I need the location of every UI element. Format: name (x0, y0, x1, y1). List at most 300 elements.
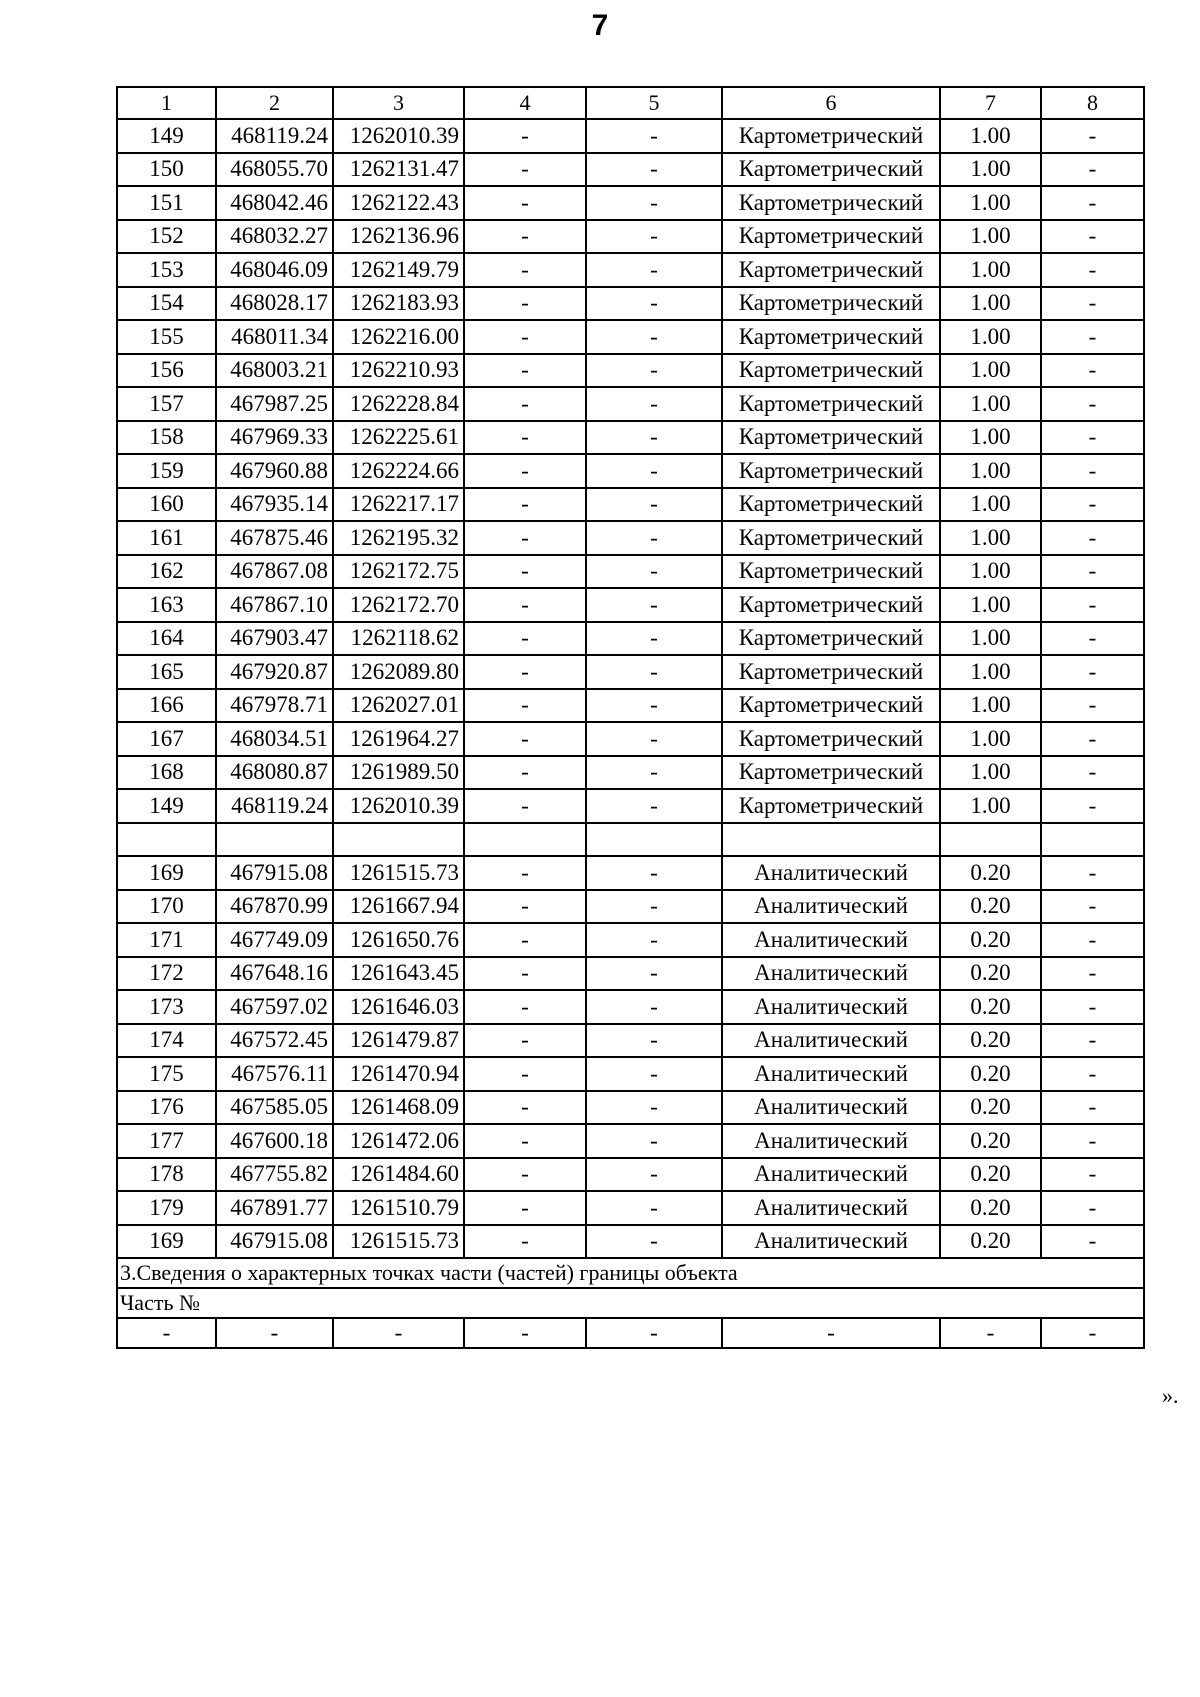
separator-row (117, 823, 1144, 857)
table-cell: 0.20 (940, 1091, 1041, 1125)
part-label: Часть № (117, 1288, 1144, 1318)
table-cell: Картометрический (722, 454, 940, 488)
table-cell: 179 (117, 1191, 216, 1225)
table-cell: 468119.24 (216, 789, 333, 823)
table-cell: - (1041, 655, 1144, 689)
table-cell: - (1041, 756, 1144, 790)
table-cell: Картометрический (722, 320, 940, 354)
table-cell: - (586, 119, 722, 153)
table-cell: - (1041, 957, 1144, 991)
table-row (117, 990, 1144, 1024)
table-cell: - (1041, 186, 1144, 220)
table-cell: - (586, 1191, 722, 1225)
table-cell: 0.20 (940, 1124, 1041, 1158)
table-cell: - (1041, 789, 1144, 823)
table-row (117, 521, 1144, 555)
table-cell: 1.00 (940, 220, 1041, 254)
table-cell: 1.00 (940, 789, 1041, 823)
table-cell: 1262195.32 (333, 521, 464, 555)
table-cell: 0.20 (940, 1158, 1041, 1192)
table-cell: - (586, 1225, 722, 1259)
table-cell: 467600.18 (216, 1124, 333, 1158)
table-cell: 157 (117, 387, 216, 421)
table-cell: - (586, 1158, 722, 1192)
table-cell: - (464, 1158, 586, 1192)
table-cell: 1261646.03 (333, 990, 464, 1024)
table-cell: - (464, 1191, 586, 1225)
table-cell: - (1041, 153, 1144, 187)
table-cell: 1262118.62 (333, 622, 464, 656)
table-cell: - (586, 253, 722, 287)
table-cell: - (586, 756, 722, 790)
table-cell: 467969.33 (216, 421, 333, 455)
table-cell: - (464, 555, 586, 589)
table-cell: - (1041, 421, 1144, 455)
table-cell: - (1041, 354, 1144, 388)
table-cell: Картометрический (722, 421, 940, 455)
table-cell: - (1041, 1318, 1144, 1348)
table-cell: 173 (117, 990, 216, 1024)
table-cell: - (464, 789, 586, 823)
table-cell: 468046.09 (216, 253, 333, 287)
table-cell: Аналитический (722, 856, 940, 890)
table-cell: 467749.09 (216, 923, 333, 957)
table-cell: - (464, 655, 586, 689)
table-row (117, 119, 1144, 153)
table-cell: 467597.02 (216, 990, 333, 1024)
table-cell: 155 (117, 320, 216, 354)
table-row (117, 689, 1144, 723)
table-cell: 0.20 (940, 1024, 1041, 1058)
table-cell: - (464, 186, 586, 220)
table-cell: 1.00 (940, 153, 1041, 187)
table-cell: Аналитический (722, 1124, 940, 1158)
table-cell: 1261643.45 (333, 957, 464, 991)
table-cell: - (586, 1091, 722, 1125)
table-row (117, 923, 1144, 957)
table-cell: - (333, 1318, 464, 1348)
table-cell: - (464, 1057, 586, 1091)
table-row (117, 622, 1144, 656)
table-cell: - (464, 220, 586, 254)
table-cell: - (464, 320, 586, 354)
table-cell: Картометрический (722, 253, 940, 287)
table-cell: - (464, 488, 586, 522)
header-cell: 5 (586, 87, 722, 119)
table-cell: Картометрический (722, 622, 940, 656)
table-cell: - (586, 990, 722, 1024)
table-cell: Аналитический (722, 1158, 940, 1192)
table-row (117, 153, 1144, 187)
table-cell: - (1041, 689, 1144, 723)
table-cell: - (464, 923, 586, 957)
table-cell: 1.00 (940, 454, 1041, 488)
table-cell: - (464, 153, 586, 187)
table-cell: 1262122.43 (333, 186, 464, 220)
table-cell: 1.00 (940, 521, 1041, 555)
table-cell: - (464, 622, 586, 656)
table-cell: 1261468.09 (333, 1091, 464, 1125)
table-cell: 169 (117, 856, 216, 890)
table-cell: 161 (117, 521, 216, 555)
table-cell: 1261510.79 (333, 1191, 464, 1225)
header-cell: 6 (722, 87, 940, 119)
table-cell: 1261650.76 (333, 923, 464, 957)
table-cell: 1262172.75 (333, 555, 464, 589)
table-cell: 156 (117, 354, 216, 388)
table-cell: 1.00 (940, 186, 1041, 220)
table-row (117, 387, 1144, 421)
table-cell: Картометрический (722, 119, 940, 153)
table-cell: 467867.10 (216, 588, 333, 622)
table-cell: - (216, 1318, 333, 1348)
empty-cell (586, 823, 722, 857)
table-cell: Аналитический (722, 1024, 940, 1058)
table-cell: 1.00 (940, 354, 1041, 388)
table-cell: - (586, 153, 722, 187)
table-cell: - (1041, 722, 1144, 756)
table-cell: 0.20 (940, 990, 1041, 1024)
table-cell: 1262224.66 (333, 454, 464, 488)
table-cell: - (464, 287, 586, 321)
table-cell: 468042.46 (216, 186, 333, 220)
table-cell: Картометрический (722, 488, 940, 522)
table-cell: 0.20 (940, 1191, 1041, 1225)
table-cell: 0.20 (940, 856, 1041, 890)
table-cell: 176 (117, 1091, 216, 1125)
table-cell: 1.00 (940, 555, 1041, 589)
table-cell: - (1041, 856, 1144, 890)
table-cell: - (722, 1318, 940, 1348)
table-cell: Картометрический (722, 186, 940, 220)
table-cell: 174 (117, 1024, 216, 1058)
table-cell: 467891.77 (216, 1191, 333, 1225)
table-cell: 467572.45 (216, 1024, 333, 1058)
table-cell: - (586, 957, 722, 991)
empty-cell (1041, 823, 1144, 857)
table-cell: - (464, 354, 586, 388)
table-cell: - (464, 1318, 586, 1348)
table-cell: - (1041, 454, 1144, 488)
table-row (117, 1124, 1144, 1158)
table-cell: 467903.47 (216, 622, 333, 656)
table-cell: 468011.34 (216, 320, 333, 354)
table-cell: - (1041, 521, 1144, 555)
table-cell: - (464, 856, 586, 890)
header-cell: 4 (464, 87, 586, 119)
table-cell: 1262136.96 (333, 220, 464, 254)
table-cell: 0.20 (940, 923, 1041, 957)
page-number: 7 (591, 9, 609, 42)
table-cell: 467978.71 (216, 689, 333, 723)
empty-cell (117, 823, 216, 857)
closing-quote: ». (1162, 1383, 1179, 1408)
table-cell: 1262210.93 (333, 354, 464, 388)
table-row (117, 789, 1144, 823)
table-cell: Картометрический (722, 521, 940, 555)
table-cell: - (586, 320, 722, 354)
table-cell: - (586, 220, 722, 254)
table-cell: Картометрический (722, 756, 940, 790)
table-cell: 0.20 (940, 890, 1041, 924)
empty-cell (333, 823, 464, 857)
table-cell: Картометрический (722, 287, 940, 321)
table-cell: - (1041, 119, 1144, 153)
table-row (117, 588, 1144, 622)
table-cell: 151 (117, 186, 216, 220)
table-cell: Картометрический (722, 153, 940, 187)
table-cell: - (586, 655, 722, 689)
table-cell: Картометрический (722, 655, 940, 689)
table-row (117, 1191, 1144, 1225)
empty-part-row (117, 1318, 1144, 1348)
table-cell: 467585.05 (216, 1091, 333, 1125)
table-cell: - (464, 119, 586, 153)
table-cell: - (1041, 990, 1144, 1024)
table-cell: 1261515.73 (333, 856, 464, 890)
table-cell: 175 (117, 1057, 216, 1091)
table-row (117, 655, 1144, 689)
table-cell: - (586, 856, 722, 890)
table-cell: 1.00 (940, 689, 1041, 723)
table-cell: - (1041, 622, 1144, 656)
table-cell: Аналитический (722, 923, 940, 957)
table-cell: - (1041, 890, 1144, 924)
table-cell: 467867.08 (216, 555, 333, 589)
table-row (117, 1024, 1144, 1058)
table-cell: 1261479.87 (333, 1024, 464, 1058)
table-row (117, 287, 1144, 321)
table-cell: 468003.21 (216, 354, 333, 388)
table-row (117, 1225, 1144, 1259)
table-cell: Аналитический (722, 1091, 940, 1125)
table-cell: 468028.17 (216, 287, 333, 321)
table-cell: - (586, 1057, 722, 1091)
table-row (117, 320, 1144, 354)
table-row (117, 856, 1144, 890)
table-cell: 0.20 (940, 1057, 1041, 1091)
table-cell: - (464, 387, 586, 421)
table-cell: - (1041, 1124, 1144, 1158)
table-cell: 468119.24 (216, 119, 333, 153)
table-cell: 159 (117, 454, 216, 488)
table-cell: 1.00 (940, 722, 1041, 756)
table-cell: 468032.27 (216, 220, 333, 254)
table-cell: - (586, 421, 722, 455)
table-cell: 467935.14 (216, 488, 333, 522)
empty-cell (464, 823, 586, 857)
table-cell: - (586, 555, 722, 589)
table-cell: Аналитический (722, 957, 940, 991)
table-cell: 1.00 (940, 287, 1041, 321)
table-cell: - (586, 689, 722, 723)
table-cell: 1.00 (940, 756, 1041, 790)
table-cell: Картометрический (722, 555, 940, 589)
table-cell: 149 (117, 119, 216, 153)
table-cell: 1262131.47 (333, 153, 464, 187)
header-cell: 1 (117, 87, 216, 119)
table-cell: - (464, 454, 586, 488)
table-cell: - (1041, 287, 1144, 321)
table-row (117, 454, 1144, 488)
table-cell: - (464, 1225, 586, 1259)
table-cell: 1261472.06 (333, 1124, 464, 1158)
table-cell: Картометрический (722, 387, 940, 421)
table-cell: 467960.88 (216, 454, 333, 488)
table-cell: - (464, 521, 586, 555)
table-cell: - (1041, 220, 1144, 254)
table-row (117, 1158, 1144, 1192)
table-row (117, 421, 1144, 455)
coordinates-table (116, 86, 1145, 1349)
table-cell: 0.20 (940, 957, 1041, 991)
coordinates-table-body (117, 87, 1144, 1348)
table-cell: Картометрический (722, 588, 940, 622)
table-cell: - (464, 1091, 586, 1125)
table-cell: Аналитический (722, 890, 940, 924)
table-row (117, 253, 1144, 287)
empty-cell (940, 823, 1041, 857)
table-cell: 1262149.79 (333, 253, 464, 287)
table-cell: 1262225.61 (333, 421, 464, 455)
table-cell: - (586, 588, 722, 622)
table-cell: 1262027.01 (333, 689, 464, 723)
header-cell: 7 (940, 87, 1041, 119)
table-cell: - (1041, 320, 1144, 354)
table-cell: 467875.46 (216, 521, 333, 555)
section-title-row (117, 1258, 1144, 1288)
table-cell: Аналитический (722, 1191, 940, 1225)
table-cell: 1.00 (940, 421, 1041, 455)
section-title: 3.Сведения о характерных точках части (частей) границы объекта (117, 1258, 1144, 1288)
table-cell: 1.00 (940, 622, 1041, 656)
table-cell: - (586, 789, 722, 823)
table-cell: - (1041, 488, 1144, 522)
table-row (117, 186, 1144, 220)
table-cell: 177 (117, 1124, 216, 1158)
table-cell: 467648.16 (216, 957, 333, 991)
table-cell: Картометрический (722, 354, 940, 388)
table-cell: - (1041, 588, 1144, 622)
table-cell: - (586, 354, 722, 388)
table-cell: - (117, 1318, 216, 1348)
table-cell: - (464, 890, 586, 924)
table-cell: - (586, 488, 722, 522)
table-cell: - (1041, 387, 1144, 421)
table-cell: 467920.87 (216, 655, 333, 689)
table-cell: - (586, 186, 722, 220)
table-cell: 467755.82 (216, 1158, 333, 1192)
table-cell: - (1041, 1191, 1144, 1225)
table-cell: - (586, 287, 722, 321)
table-cell: - (464, 722, 586, 756)
table-cell: 467576.11 (216, 1057, 333, 1091)
table-cell: Картометрический (722, 789, 940, 823)
table-cell: 165 (117, 655, 216, 689)
table-cell: 167 (117, 722, 216, 756)
table-cell: 467987.25 (216, 387, 333, 421)
table-cell: - (586, 890, 722, 924)
table-cell: 467915.08 (216, 1225, 333, 1259)
table-row (117, 1091, 1144, 1125)
table-cell: 468055.70 (216, 153, 333, 187)
table-cell: 154 (117, 287, 216, 321)
table-cell: 1262216.00 (333, 320, 464, 354)
table-cell: 1.00 (940, 488, 1041, 522)
header-cell: 2 (216, 87, 333, 119)
table-cell: - (1041, 1024, 1144, 1058)
table-cell: 1262089.80 (333, 655, 464, 689)
table-cell: - (1041, 1158, 1144, 1192)
table-cell: 1262010.39 (333, 119, 464, 153)
table-cell: 158 (117, 421, 216, 455)
table-cell: - (464, 957, 586, 991)
table-row (117, 555, 1144, 589)
table-cell: 171 (117, 923, 216, 957)
table-cell: Аналитический (722, 1225, 940, 1259)
table-cell: 468080.87 (216, 756, 333, 790)
table-cell: - (586, 1024, 722, 1058)
table-cell: Картометрический (722, 722, 940, 756)
table-cell: Аналитический (722, 990, 940, 1024)
table-cell: 162 (117, 555, 216, 589)
table-row (117, 354, 1144, 388)
table-cell: 1.00 (940, 119, 1041, 153)
table-cell: - (464, 1024, 586, 1058)
table-cell: - (464, 421, 586, 455)
table-cell: 1261989.50 (333, 756, 464, 790)
table-cell: 468034.51 (216, 722, 333, 756)
table-cell: 1262172.70 (333, 588, 464, 622)
table-cell: - (464, 1124, 586, 1158)
table-cell: - (464, 253, 586, 287)
part-label-row (117, 1288, 1144, 1318)
table-cell: 172 (117, 957, 216, 991)
table-cell: - (586, 622, 722, 656)
table-cell: 163 (117, 588, 216, 622)
table-row (117, 722, 1144, 756)
header-cell: 8 (1041, 87, 1144, 119)
table-row (117, 220, 1144, 254)
table-cell: 1261667.94 (333, 890, 464, 924)
header-row (117, 87, 1144, 119)
table-row (117, 756, 1144, 790)
table-cell: - (464, 588, 586, 622)
table-cell: - (586, 454, 722, 488)
table-cell: - (1041, 555, 1144, 589)
table-cell: - (464, 990, 586, 1024)
header-cell: 3 (333, 87, 464, 119)
table-cell: 1.00 (940, 320, 1041, 354)
table-cell: 150 (117, 153, 216, 187)
table-cell: Картометрический (722, 220, 940, 254)
table-cell: 1.00 (940, 253, 1041, 287)
table-cell: 1262228.84 (333, 387, 464, 421)
table-cell: - (1041, 1091, 1144, 1125)
table-cell: 1261484.60 (333, 1158, 464, 1192)
table-cell: 1262217.17 (333, 488, 464, 522)
table-cell: - (586, 1124, 722, 1158)
table-cell: 149 (117, 789, 216, 823)
table-cell: - (586, 1318, 722, 1348)
table-cell: 467915.08 (216, 856, 333, 890)
table-cell: 1.00 (940, 387, 1041, 421)
table-cell: 1.00 (940, 655, 1041, 689)
table-cell: - (464, 689, 586, 723)
table-cell: 1261470.94 (333, 1057, 464, 1091)
table-cell: - (586, 387, 722, 421)
table-cell: 1261515.73 (333, 1225, 464, 1259)
